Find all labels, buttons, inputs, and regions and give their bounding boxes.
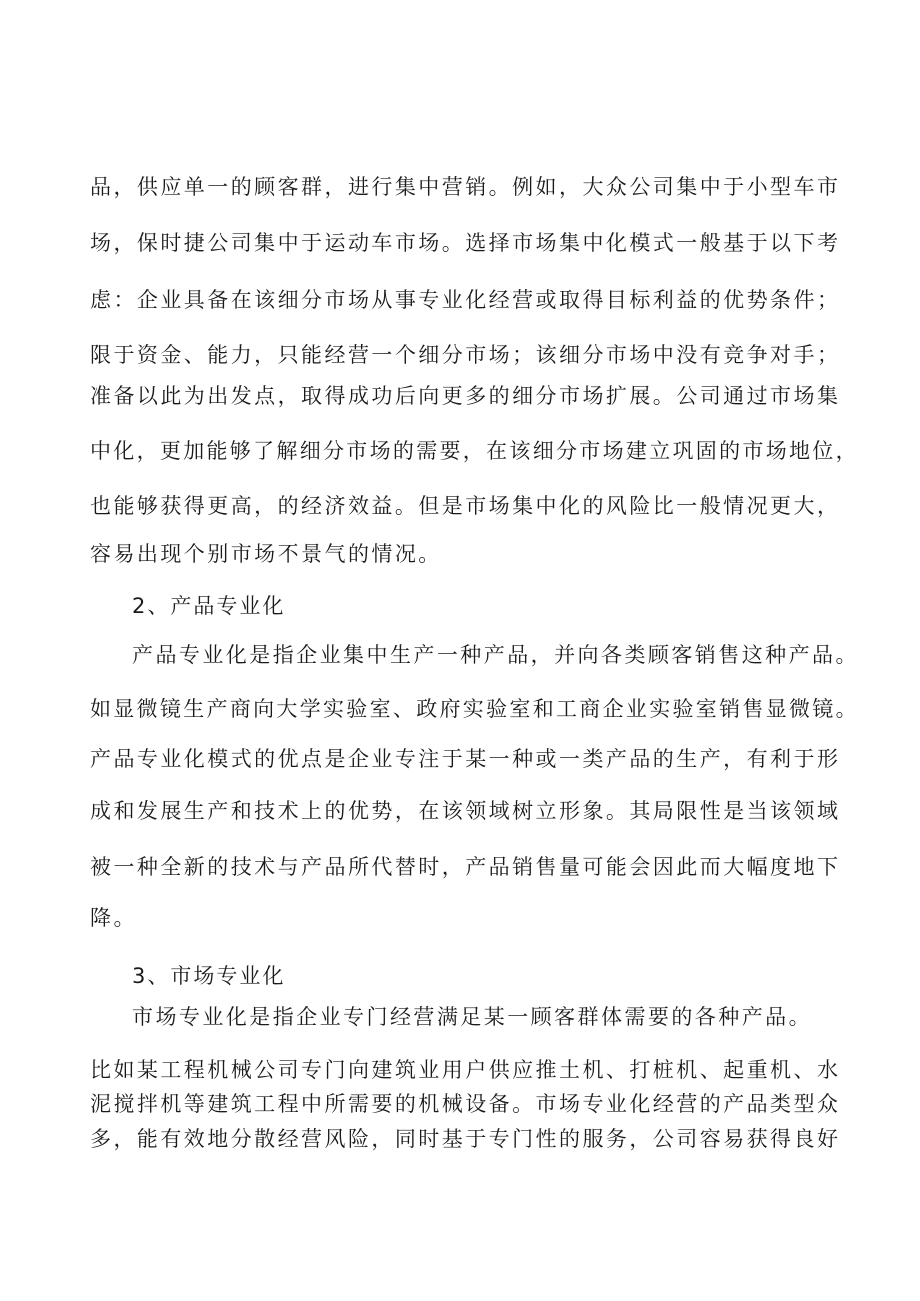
paragraph-1-line-4: 限于资金、能力，只能经营一个细分市场；该细分市场中没有竞争对手； — [90, 343, 841, 367]
section-heading-market-specialization: 3、市场专业化 — [132, 964, 286, 988]
paragraph-2-line-3: 产品专业化模式的优点是企业专注于某一种或一类产品的生产，有利于形 — [90, 747, 841, 771]
paragraph-1-line-3: 虑：企业具备在该细分市场从事专业化经营或取得目标利益的优势条件； — [90, 288, 841, 312]
paragraph-2-line-5: 被一种全新的技术与产品所代替时，产品销售量可能会因此而大幅度地下 — [90, 855, 841, 879]
paragraph-1-line-6: 中化，更加能够了解细分市场的需要，在该细分市场建立巩固的市场地位， — [90, 439, 859, 463]
paragraph-1-line-5: 准备以此为出发点，取得成功后向更多的细分市场扩展。公司通过市场集 — [90, 384, 841, 408]
paragraph-2-line-2: 如显微镜生产商向大学实验室、政府实验室和工商企业实验室销售显微镜。 — [90, 697, 859, 721]
paragraph-3-line-2: 比如某工程机械公司专门向建筑业用户供应推土机、打桩机、起重机、水 — [90, 1058, 841, 1082]
paragraph-1-line-2: 场，保时捷公司集中于运动车市场。选择市场集中化模式一般基于以下考 — [90, 231, 841, 255]
paragraph-3-line-1: 市场专业化是指企业专门经营满足某一顾客群体需要的各种产品。 — [132, 1005, 813, 1029]
paragraph-3-line-3: 泥搅拌机等建筑工程中所需要的机械设备。市场专业化经营的产品类型众 — [90, 1092, 841, 1116]
paragraph-2-line-6: 降。 — [90, 906, 137, 930]
paragraph-3-line-4: 多，能有效地分散经营风险，同时基于专门性的服务，公司容易获得良好 — [90, 1127, 841, 1151]
paragraph-1-line-7: 也能够获得更高，的经济效益。但是市场集中化的风险比一般情况更大， — [90, 494, 841, 518]
section-heading-product-specialization: 2、产品专业化 — [132, 594, 286, 618]
paragraph-1-line-8: 容易出现个别市场不景气的情况。 — [90, 542, 442, 566]
paragraph-2-line-1: 产品专业化是指企业集中生产一种产品，并向各类顾客销售这种产品。 — [132, 643, 859, 667]
paragraph-1-line-1: 品，供应单一的顾客群，进行集中营销。例如，大众公司集中于小型车市 — [90, 175, 841, 199]
paragraph-2-line-4: 成和发展生产和技术上的优势，在该领域树立形象。其局限性是当该领域 — [90, 799, 841, 823]
